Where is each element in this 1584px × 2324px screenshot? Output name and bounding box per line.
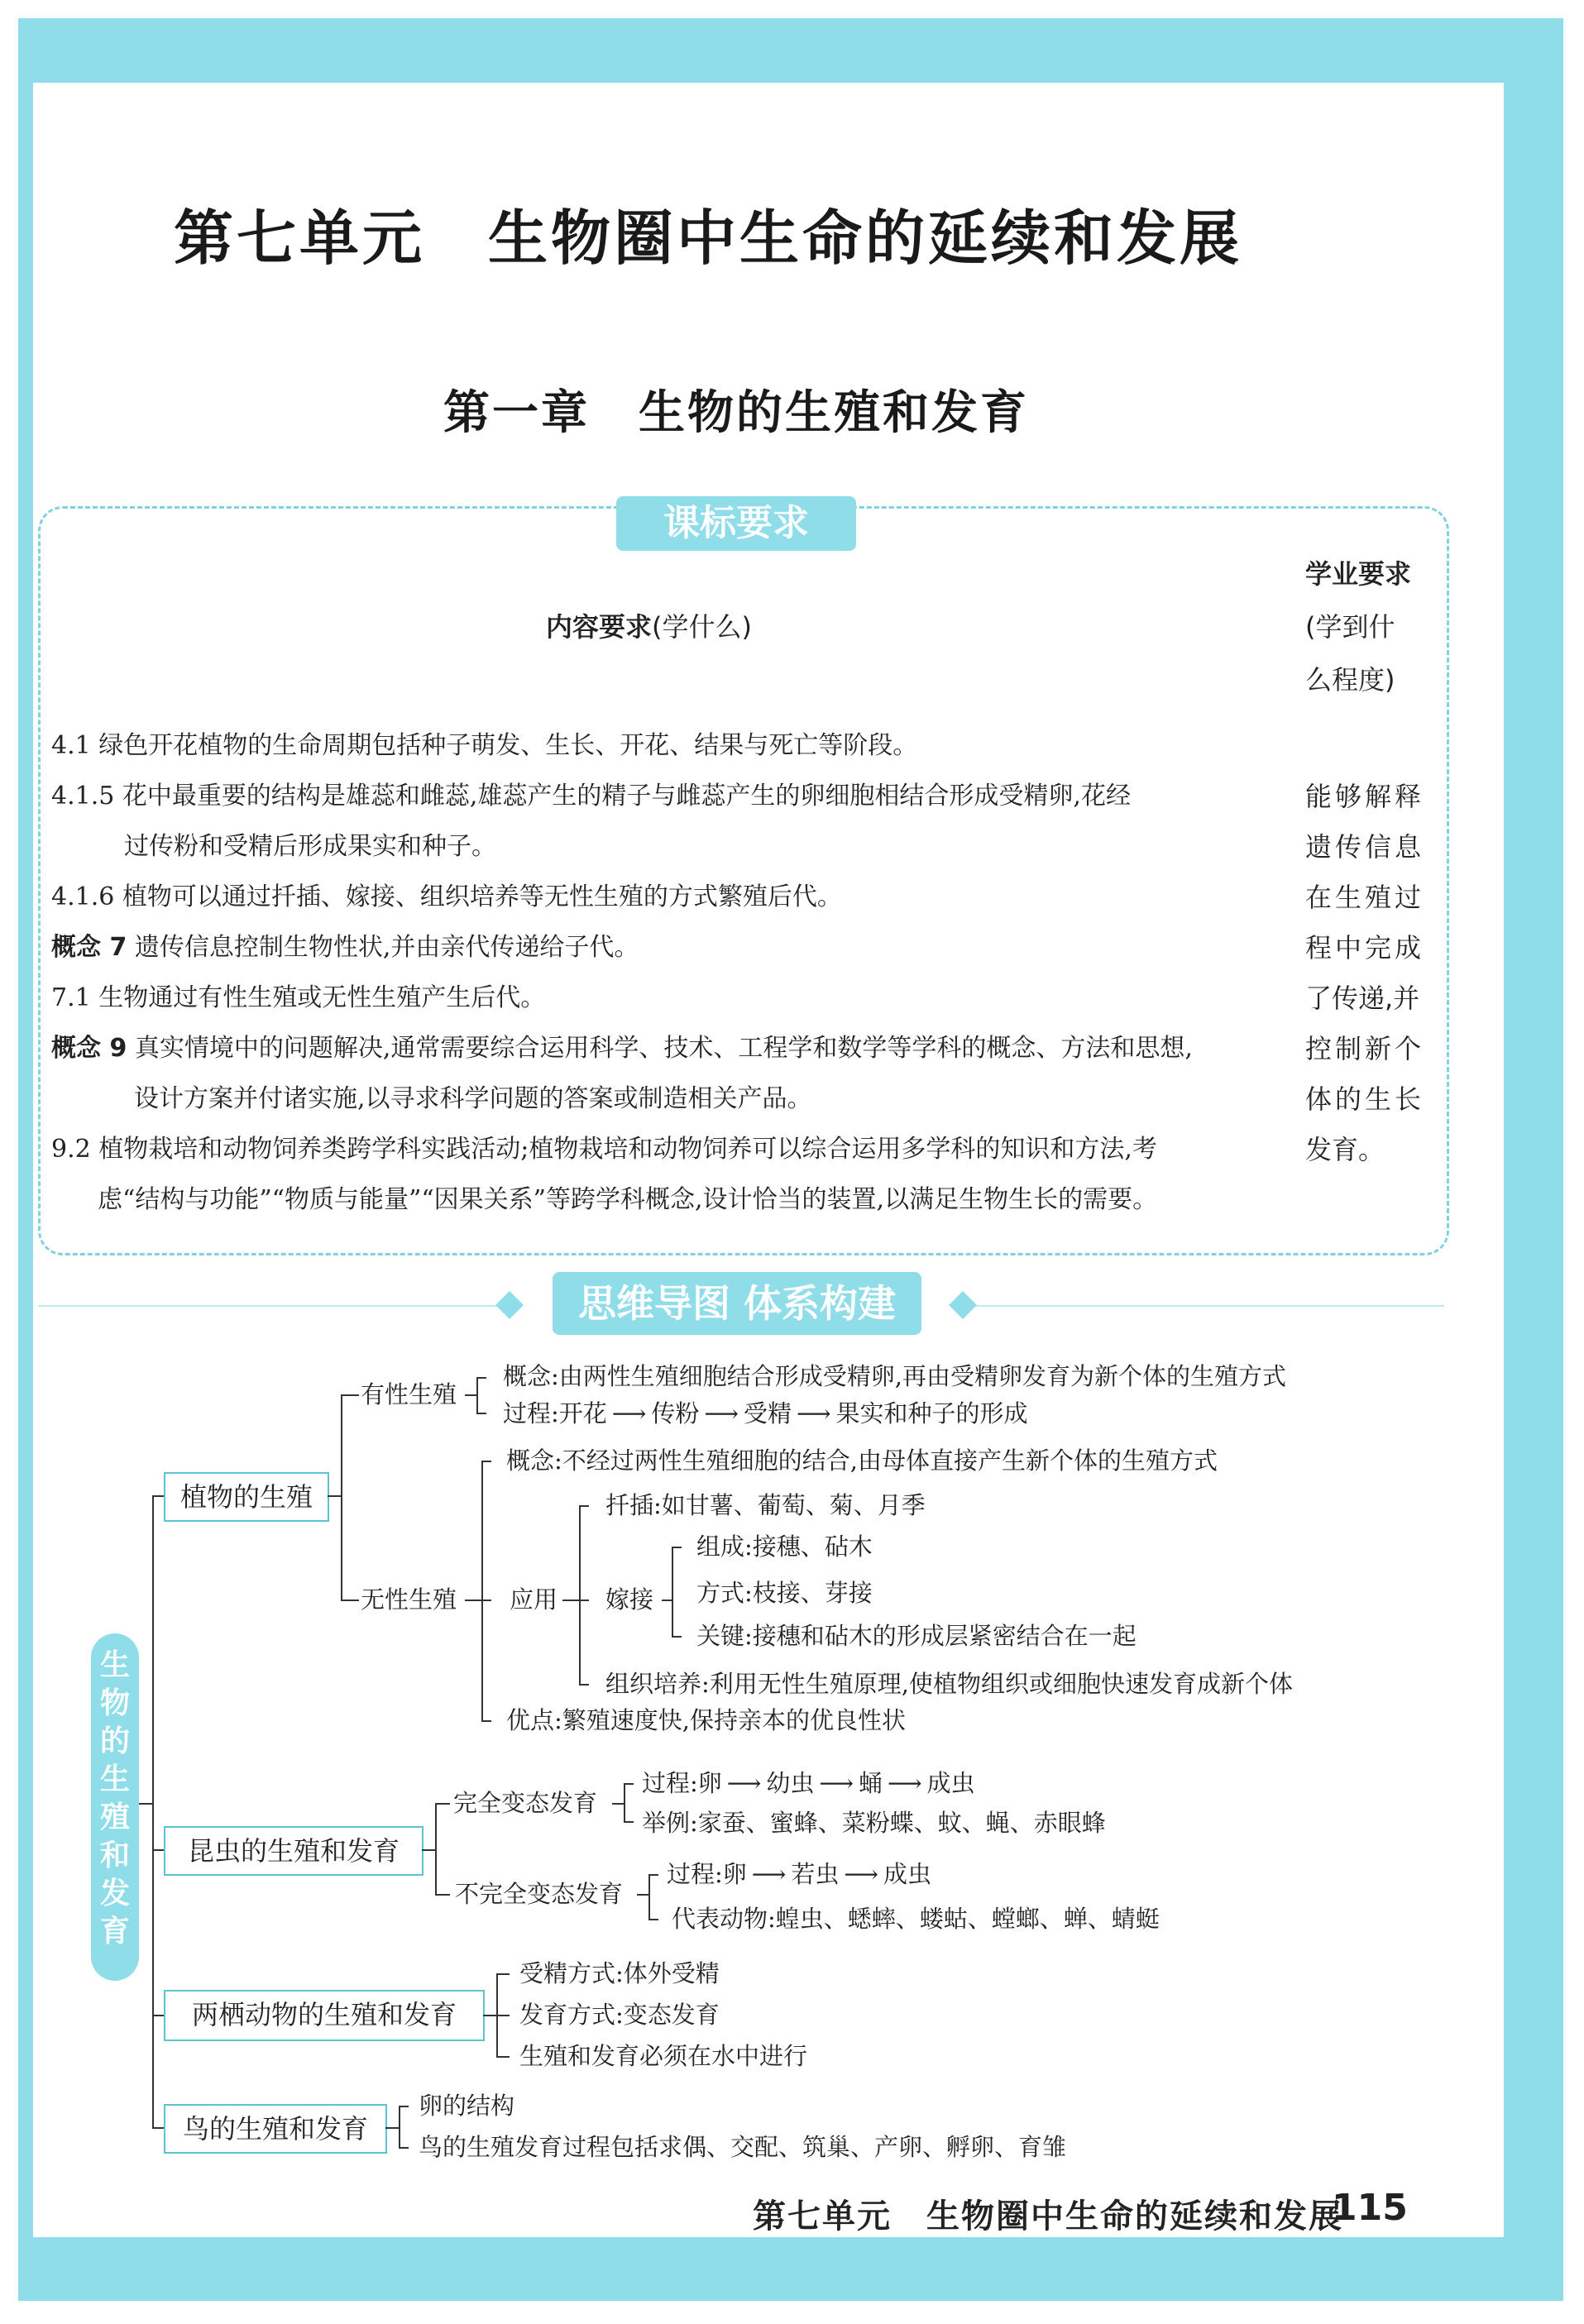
unit-title: 第七单元 生物圈中生命的延续和发展 — [174, 203, 1243, 273]
bracket — [341, 1394, 342, 1600]
tick — [579, 1684, 589, 1686]
complete-examples: 举例:家蚕、蜜蜂、菜粉蝶、蚊、蝇、赤眼蜂 — [642, 1809, 1106, 1837]
branch-tick — [152, 2015, 164, 2016]
tick — [579, 1505, 589, 1507]
req-header-sub1: (学到什 — [1305, 611, 1395, 643]
req-line: 在生殖过 — [1305, 882, 1425, 913]
mindmap-ribbon: 思维导图 体系构建 — [553, 1272, 921, 1335]
tick — [496, 2056, 510, 2058]
sexual-reproduction: 有性生殖 — [361, 1380, 457, 1408]
incomplete-metamorphosis: 不完全变态发育 — [455, 1880, 624, 1908]
bracket — [648, 1874, 650, 1920]
grafting: 嫁接 — [605, 1585, 654, 1614]
connector — [328, 1495, 341, 1497]
arrow-icon: ⟶ — [887, 1769, 922, 1797]
branch-tick — [152, 1495, 164, 1497]
bracket — [481, 1461, 483, 1722]
tick — [624, 1821, 634, 1823]
connector — [562, 1600, 579, 1601]
tick — [496, 1973, 510, 1975]
req-line: 程中完成 — [1305, 932, 1425, 964]
standard-item: 概念 9 真实情境中的问题解决,通常需要综合运用科学、技术、工程学和数学等学科的概念、方法和思想, — [51, 1034, 1193, 1063]
tick — [672, 1547, 682, 1548]
content-header: 内容要求(学什么) — [546, 611, 752, 643]
application: 应用 — [510, 1585, 558, 1614]
standard-item: 9.2 植物栽培和动物饲养类跨学科实践活动;植物栽培和动物饲养可以综合运用多学科的知识和方法,考 — [51, 1135, 1157, 1164]
asexual-reproduction: 无性生殖 — [361, 1585, 457, 1614]
graft-key: 关键:接穗和砧木的形成层紧密结合在一起 — [696, 1622, 1137, 1650]
tick — [672, 1636, 682, 1638]
divider-left — [38, 1305, 501, 1307]
complete-process: 过程:卵 ⟶ 幼虫 ⟶ 蛹 ⟶ 成虫 — [642, 1769, 975, 1797]
root-bracket — [152, 1495, 154, 2129]
tick — [648, 1919, 658, 1920]
chapter-title: 第一章 生物的生殖和发育 — [443, 385, 1029, 440]
arrow-icon: ⟶ — [844, 1860, 878, 1888]
arrow-icon: ⟶ — [819, 1769, 854, 1797]
branch-tick — [152, 2127, 164, 2129]
standard-item: 概念 7 遗传信息控制生物性状,并由亲代传递给子代。 — [51, 933, 639, 962]
bracket — [579, 1505, 581, 1686]
req-line: 控制新个 — [1305, 1033, 1425, 1064]
tick — [481, 1461, 491, 1462]
tick — [341, 1394, 359, 1396]
standard-item-cont: 设计方案并付诸实施,以寻求科学问题的答案或制造相关产品。 — [134, 1084, 812, 1113]
development-mode: 发育方式:变态发育 — [519, 2001, 720, 2029]
bird-process: 鸟的生殖发育过程包括求偶、交配、筑巢、产卵、孵卵、育雏 — [419, 2133, 1067, 2161]
tick — [476, 1413, 486, 1414]
sexual-process: 过程:开花 ⟶ 传粉 ⟶ 受精 ⟶ 果实和种子的形成 — [503, 1399, 1028, 1427]
req-header: 学业要求 — [1305, 558, 1412, 590]
graft-composition: 组成:接穗、砧木 — [696, 1533, 873, 1561]
standards-ribbon: 课标要求 — [616, 496, 856, 551]
node-bird-reproduction: 鸟的生殖和发育 — [164, 2104, 387, 2154]
req-header-sub2: 么程度) — [1305, 664, 1395, 696]
water-requirement: 生殖和发育必须在水中进行 — [519, 2042, 808, 2070]
tick — [435, 1894, 450, 1896]
cyan-border-left — [18, 18, 33, 2301]
arrow-icon: ⟶ — [726, 1769, 762, 1797]
connector — [637, 1894, 648, 1896]
standard-item-cont: 过传粉和受精后形成果实和种子。 — [124, 832, 496, 861]
node-insect-reproduction: 昆虫的生殖和发育 — [164, 1826, 424, 1876]
arrow-icon: ⟶ — [704, 1399, 739, 1427]
tick — [481, 1720, 491, 1722]
mindmap-root-label: 生 物 的 生 殖 和 发 育 — [91, 1633, 139, 1981]
connector — [385, 2127, 399, 2129]
sexual-concept: 概念:由两性生殖细胞结合形成受精卵,再由受精卵发育为新个体的生殖方式 — [503, 1362, 1286, 1390]
fertilization-mode: 受精方式:体外受精 — [519, 1959, 720, 1987]
tick — [435, 1803, 450, 1805]
arrow-icon: ⟶ — [751, 1860, 787, 1888]
standard-item: 4.1.6 植物可以通过扦插、嫁接、组织培养等无性生殖的方式繁殖后代。 — [51, 882, 842, 911]
node-amphibian-reproduction: 两栖动物的生殖和发育 — [164, 1990, 485, 2041]
connector — [422, 1849, 435, 1851]
connector — [662, 1600, 672, 1601]
tick — [399, 2106, 409, 2107]
tick — [579, 1600, 589, 1601]
connector — [483, 2015, 496, 2016]
tick — [496, 2015, 510, 2016]
bracket — [476, 1377, 478, 1414]
divider-right — [976, 1305, 1444, 1307]
bracket — [399, 2106, 400, 2149]
cyan-border-bottom — [18, 2237, 1563, 2301]
cyan-border-right — [1504, 18, 1563, 2301]
tick — [648, 1874, 658, 1876]
asexual-concept: 概念:不经过两性生殖细胞的结合,由母体直接产生新个体的生殖方式 — [506, 1447, 1218, 1475]
node-plant-reproduction: 植物的生殖 — [164, 1472, 329, 1522]
bracket — [672, 1547, 673, 1638]
asexual-advantage: 优点:繁殖速度快,保持亲本的优良性状 — [506, 1706, 906, 1734]
req-line: 发育。 — [1305, 1134, 1385, 1165]
standard-item: 4.1.5 花中最重要的结构是雄蕊和雌蕊,雄蕊产生的精子与雌蕊产生的卵细胞相结合形成受精卵,花经 — [51, 782, 1131, 811]
req-line: 了传递,并 — [1305, 983, 1420, 1014]
connector — [465, 1600, 481, 1601]
complete-metamorphosis: 完全变态发育 — [453, 1789, 598, 1817]
connector — [465, 1394, 476, 1396]
tick — [476, 1377, 486, 1379]
standard-item: 4.1 绿色开花植物的生命周期包括种子萌发、生长、开花、结果与死亡等阶段。 — [51, 731, 918, 760]
tick — [341, 1600, 359, 1601]
tick — [624, 1783, 634, 1785]
cyan-border-top — [18, 18, 1563, 83]
incomplete-process: 过程:卵 ⟶ 若虫 ⟶ 成虫 — [667, 1860, 931, 1888]
root-connector — [139, 1803, 152, 1805]
connector — [612, 1803, 624, 1805]
tick — [481, 1600, 491, 1601]
cutting: 扦插:如甘薯、葡萄、菊、月季 — [605, 1491, 926, 1519]
bracket — [624, 1783, 625, 1823]
arrow-icon: ⟶ — [796, 1399, 831, 1427]
req-line: 遗传信息 — [1305, 831, 1425, 863]
req-line: 能够解释 — [1305, 781, 1425, 812]
standard-item-cont: 虑“结构与功能”“物质与能量”“因果关系”等跨学科概念,设计恰当的装置,以满足生物生长的需要。 — [98, 1185, 1158, 1214]
page-footer-title: 第七单元 生物圈中生命的延续和发展 — [753, 2197, 1343, 2236]
tick — [399, 2147, 409, 2149]
tissue-culture: 组织培养:利用无性生殖原理,使植物组织或细胞快速发育成新个体 — [605, 1670, 1293, 1698]
req-line: 体的生长 — [1305, 1083, 1425, 1115]
branch-tick — [152, 1849, 164, 1851]
graft-method: 方式:枝接、芽接 — [696, 1579, 873, 1607]
bracket — [435, 1803, 437, 1896]
arrow-icon: ⟶ — [611, 1399, 647, 1427]
incomplete-examples: 代表动物:蝗虫、蟋蟀、蝼蛄、螳螂、蝉、蜻蜓 — [672, 1905, 1160, 1933]
egg-structure: 卵的结构 — [419, 2092, 515, 2120]
page-number: 115 — [1332, 2187, 1408, 2229]
standard-item: 7.1 生物通过有性生殖或无性生殖产生后代。 — [51, 983, 546, 1012]
